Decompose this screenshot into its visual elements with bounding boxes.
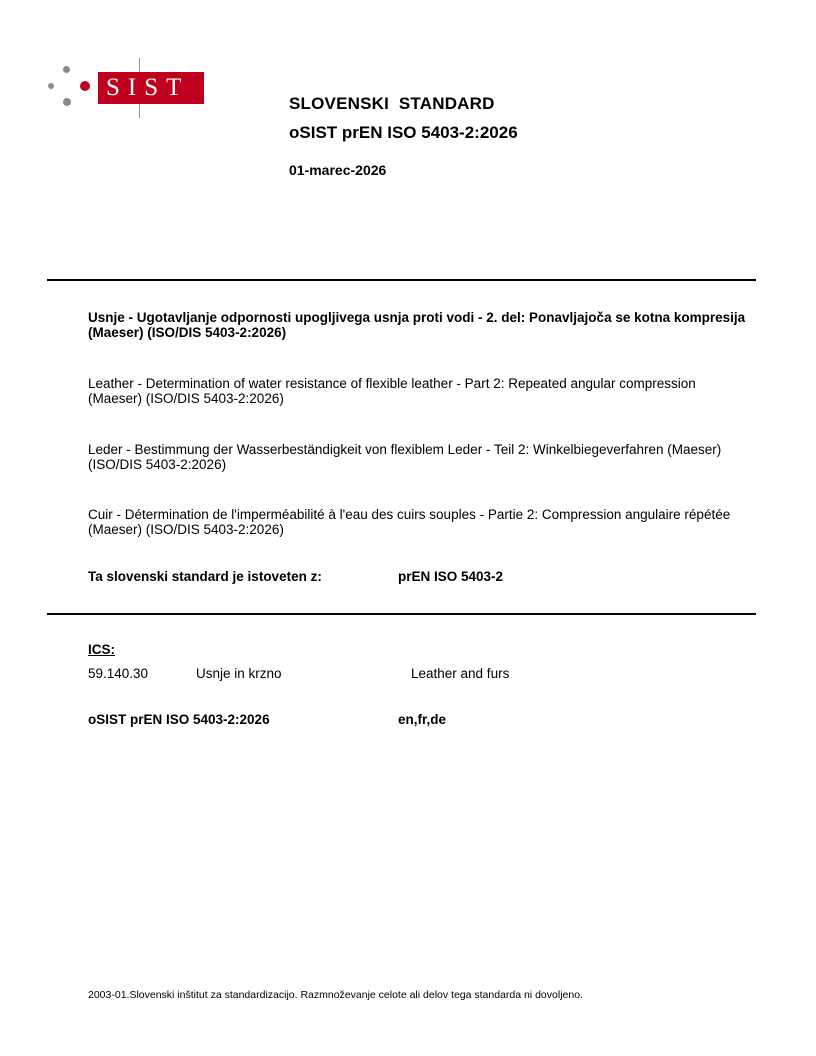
ics-description-slovenian: Usnje in krzno: [196, 666, 282, 681]
logo-dot-left: [48, 83, 54, 89]
bottom-divider: [47, 613, 756, 615]
ics-code: 59.140.30: [88, 666, 149, 681]
copyright-footer: 2003-01.Slovenski inštitut za standardizacijo. Razmnoževanje celote ali delov tega standarda ni dovoljeno.: [88, 989, 583, 1001]
title-german: Leder - Bestimmung der Wasserbeständigkeit von flexiblem Leder - Teil 2: Winkelbiegeverfahren (Maeser) (ISO/DIS 5403-2:2026): [88, 442, 722, 472]
publication-date: 01-marec-2026: [289, 162, 387, 178]
standard-type: SLOVENSKI STANDARD: [289, 94, 495, 113]
title-slovenian: Usnje - Ugotavljanje odpornosti upogljivega usnja proti vodi - 2. del: Ponavljajoča se kotna kompresija (Maeser) (ISO/DIS 5403-2:2026): [88, 310, 746, 340]
identity-value: prEN ISO 5403-2: [398, 569, 504, 584]
title-french: Cuir - Détermination de l'imperméabilité à l'eau des cuirs souples - Partie 2: Compression angulaire répétée (Maeser) (ISO/DIS 5403-2:2026): [88, 507, 731, 537]
document-code: oSIST prEN ISO 5403-2:2026: [88, 712, 270, 727]
logo-dot-top: [63, 66, 70, 73]
logo-dot-bottom: [63, 98, 71, 106]
logo-dot-center: [80, 81, 90, 91]
top-divider: [47, 279, 756, 281]
identity-label: Ta slovenski standard je istoveten z:: [88, 569, 322, 584]
title-english: Leather - Determination of water resistance of flexible leather - Part 2: Repeated angular compression (Maeser) (ISO/DIS 5403-2:2026): [88, 376, 696, 406]
ics-description-english: Leather and furs: [411, 666, 510, 681]
document-languages: en,fr,de: [398, 712, 447, 727]
ics-heading: ICS:: [88, 642, 115, 657]
standard-designation: oSIST prEN ISO 5403-2:2026: [289, 123, 518, 142]
logo-wordmark: SIST: [98, 72, 204, 104]
